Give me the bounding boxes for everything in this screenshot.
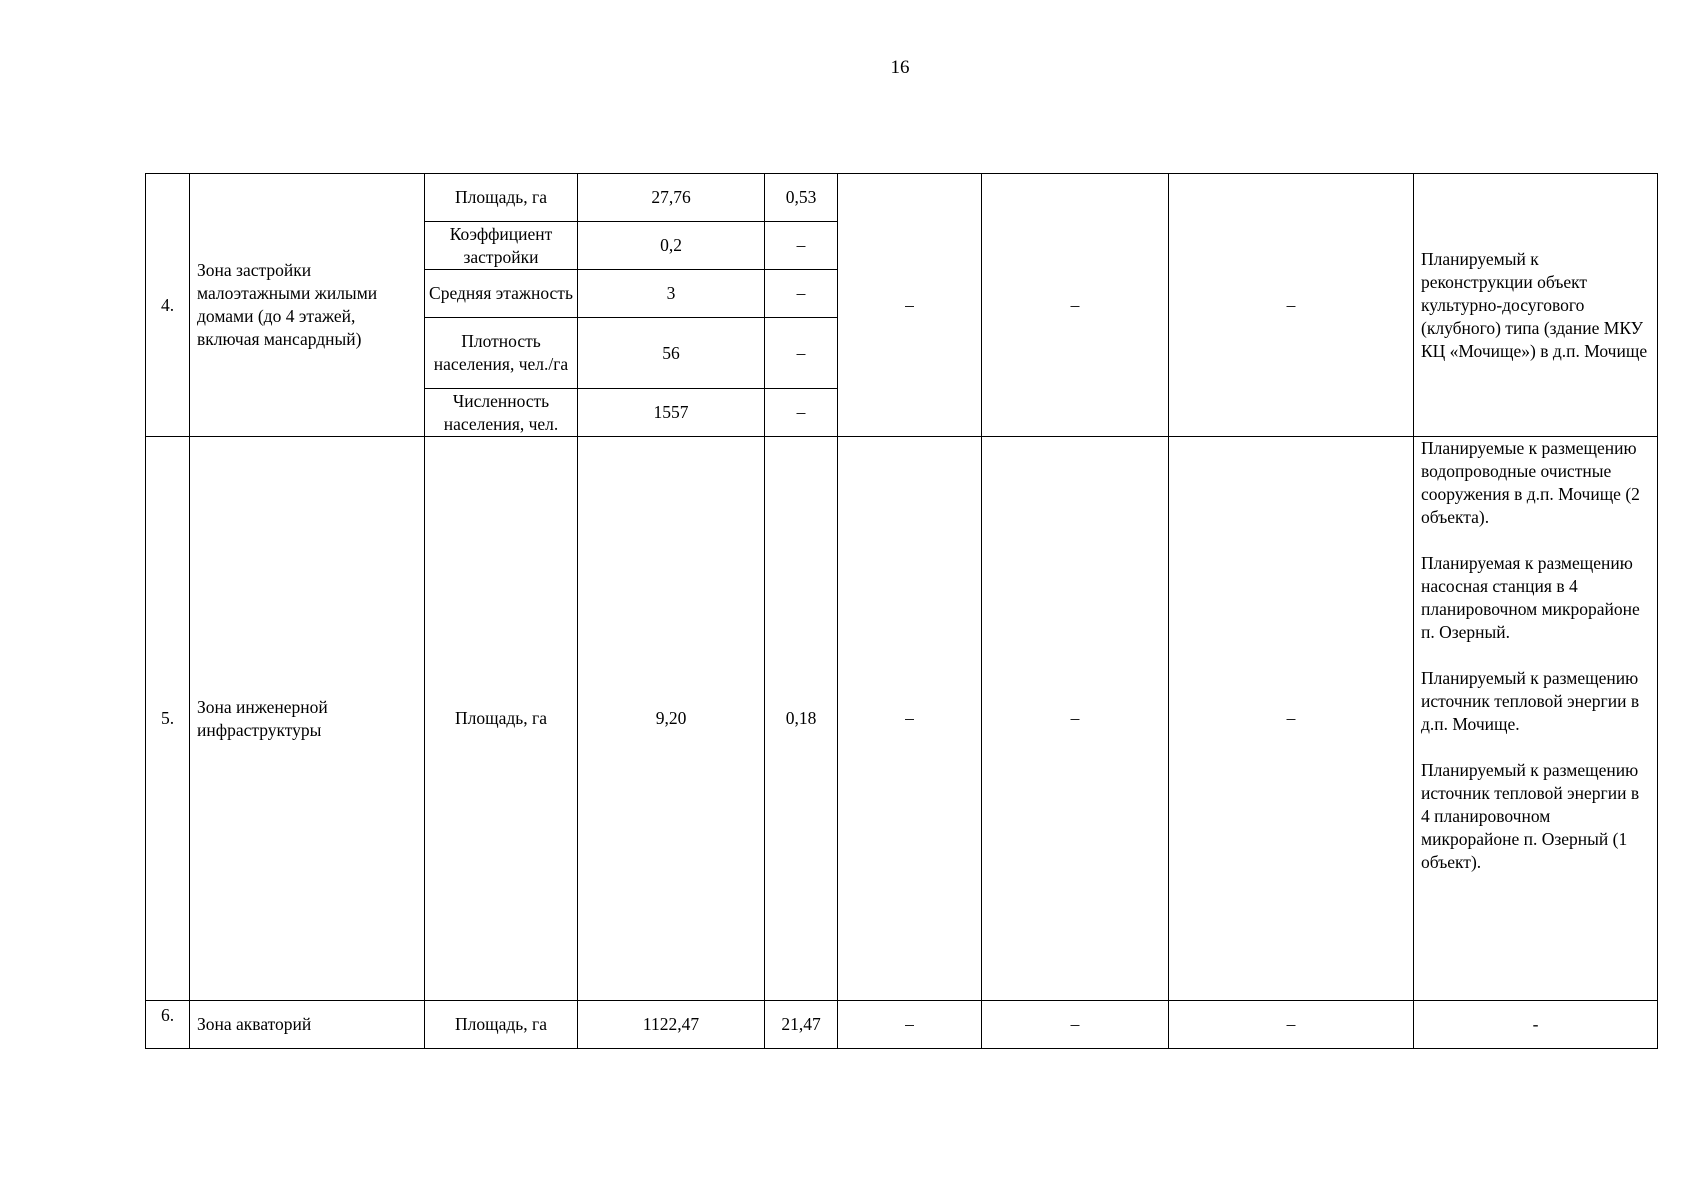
param-name: Численность населения, чел. [425, 389, 578, 437]
param-value: 9,20 [578, 437, 765, 1001]
param-name: Площадь, га [425, 437, 578, 1001]
param-name: Площадь, га [425, 174, 578, 222]
param-value: 27,76 [578, 174, 765, 222]
param-share: – [765, 222, 838, 270]
row-number: 6. [146, 1001, 190, 1049]
col8-value: – [1169, 174, 1414, 437]
param-value: 1557 [578, 389, 765, 437]
col8-value: – [1169, 1001, 1414, 1049]
col7-value: – [982, 1001, 1169, 1049]
col7-value: – [982, 437, 1169, 1001]
col8-value: – [1169, 437, 1414, 1001]
param-name: Средняя этажность [425, 270, 578, 318]
col6-value: – [838, 437, 982, 1001]
param-share: 0,53 [765, 174, 838, 222]
planned-object-text: Планируемые к размещению водопроводные очистные сооружения в д.п. Мочище (2 объекта). [1421, 438, 1640, 527]
param-share: – [765, 270, 838, 318]
col7-value: – [982, 174, 1169, 437]
table-row-6 [146, 1001, 1658, 1049]
param-share: – [765, 318, 838, 389]
param-value: 3 [578, 270, 765, 318]
planned-objects [1414, 174, 1658, 437]
row-number: 5. [146, 437, 190, 1001]
planned-object-text: Планируемая к размещению насосная станция в 4 планировочном микрорайоне п. Озерный. [1421, 553, 1640, 642]
param-value: 0,2 [578, 222, 765, 270]
zone-name: Зона инженерной инфраструктуры [190, 437, 425, 1001]
planned-objects [1414, 437, 1658, 1001]
zones-table [145, 173, 1658, 1049]
col6-value: – [838, 174, 982, 437]
col6-value: – [838, 1001, 982, 1049]
param-share: 21,47 [765, 1001, 838, 1049]
param-share: 0,18 [765, 437, 838, 1001]
table-row-4 [146, 174, 1658, 222]
param-name: Площадь, га [425, 1001, 578, 1049]
param-value: 56 [578, 318, 765, 389]
param-share: – [765, 389, 838, 437]
planned-object-text: Планируемый к размещению источник тепловой энергии в д.п. Мочище. [1421, 668, 1640, 734]
param-name: Плотность населения, чел./га [425, 318, 578, 389]
page-number: 16 [890, 57, 910, 78]
planned-object-text: Планируемый к размещению источник тепловой энергии в 4 планировочном микрорайоне п. Озерный (1 объект). [1421, 760, 1640, 872]
param-name: Коэффициент застройки [425, 222, 578, 270]
zone-name: Зона застройки малоэтажными жилыми домами (до 4 этажей, включая мансардный) [190, 174, 425, 437]
planned-object-text: - [1532, 1014, 1539, 1034]
table-row-5 [146, 437, 1658, 1001]
planned-object-text: Планируемый к реконструкции объект культурно-досугового (клубного) типа (здание МКУ КЦ «Мочище») в д.п. Мочище [1421, 248, 1648, 361]
zone-name: Зона акваторий [190, 1001, 425, 1049]
row-number: 4. [146, 174, 190, 437]
param-value: 1122,47 [578, 1001, 765, 1049]
planned-objects [1414, 1001, 1658, 1049]
